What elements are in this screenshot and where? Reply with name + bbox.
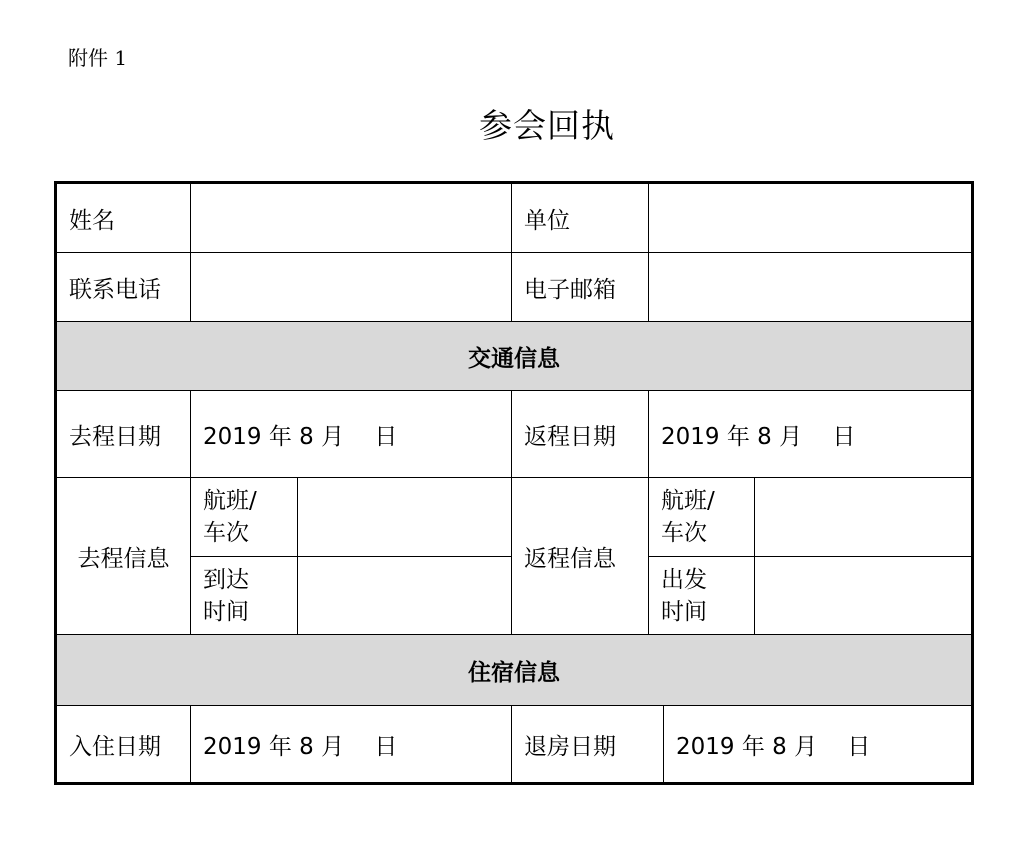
- return-date-field[interactable]: 2019 年 8 月 日: [661, 423, 856, 450]
- arrive-time-label: 到达 时间: [203, 566, 249, 625]
- checkout-field[interactable]: 2019 年 8 月 日: [676, 733, 871, 760]
- email-label: 电子邮箱: [524, 276, 616, 303]
- lodging-section-header: [57, 635, 971, 705]
- unit-field[interactable]: [649, 184, 971, 252]
- transport-heading: 交通信息: [468, 345, 560, 372]
- return-info-label: 返程信息: [524, 545, 616, 572]
- phone-label: 联系电话: [69, 276, 161, 303]
- transport-section-header: [57, 322, 971, 390]
- depart-date-field[interactable]: 2019 年 8 月 日: [203, 423, 398, 450]
- registration-form: [54, 181, 974, 785]
- depart-flight-field[interactable]: [298, 478, 511, 556]
- return-date-label: 返程日期: [524, 423, 616, 450]
- leave-time-label: 出发 时间: [661, 566, 707, 625]
- leave-time-field[interactable]: [755, 557, 971, 634]
- divider: [57, 321, 971, 322]
- phone-field[interactable]: [191, 253, 511, 321]
- depart-info-label: 去程信息: [77, 545, 170, 572]
- email-field[interactable]: [649, 253, 971, 321]
- depart-flight-label: 航班/ 车次: [203, 488, 257, 546]
- attachment-label: 附件 1: [68, 46, 128, 70]
- return-flight-field[interactable]: [755, 478, 971, 556]
- arrive-time-field[interactable]: [298, 557, 511, 634]
- unit-label: 单位: [524, 207, 570, 234]
- name-field[interactable]: [191, 184, 511, 252]
- lodging-heading: 住宿信息: [468, 659, 560, 686]
- depart-date-label: 去程日期: [69, 423, 161, 450]
- checkin-field[interactable]: 2019 年 8 月 日: [203, 733, 398, 760]
- divider: [57, 634, 971, 635]
- checkout-label: 退房日期: [524, 733, 616, 760]
- page-title: 参会回执: [479, 106, 615, 145]
- name-label: 姓名: [69, 207, 115, 234]
- checkin-label: 入住日期: [69, 733, 161, 760]
- return-flight-label: 航班/ 车次: [661, 488, 715, 546]
